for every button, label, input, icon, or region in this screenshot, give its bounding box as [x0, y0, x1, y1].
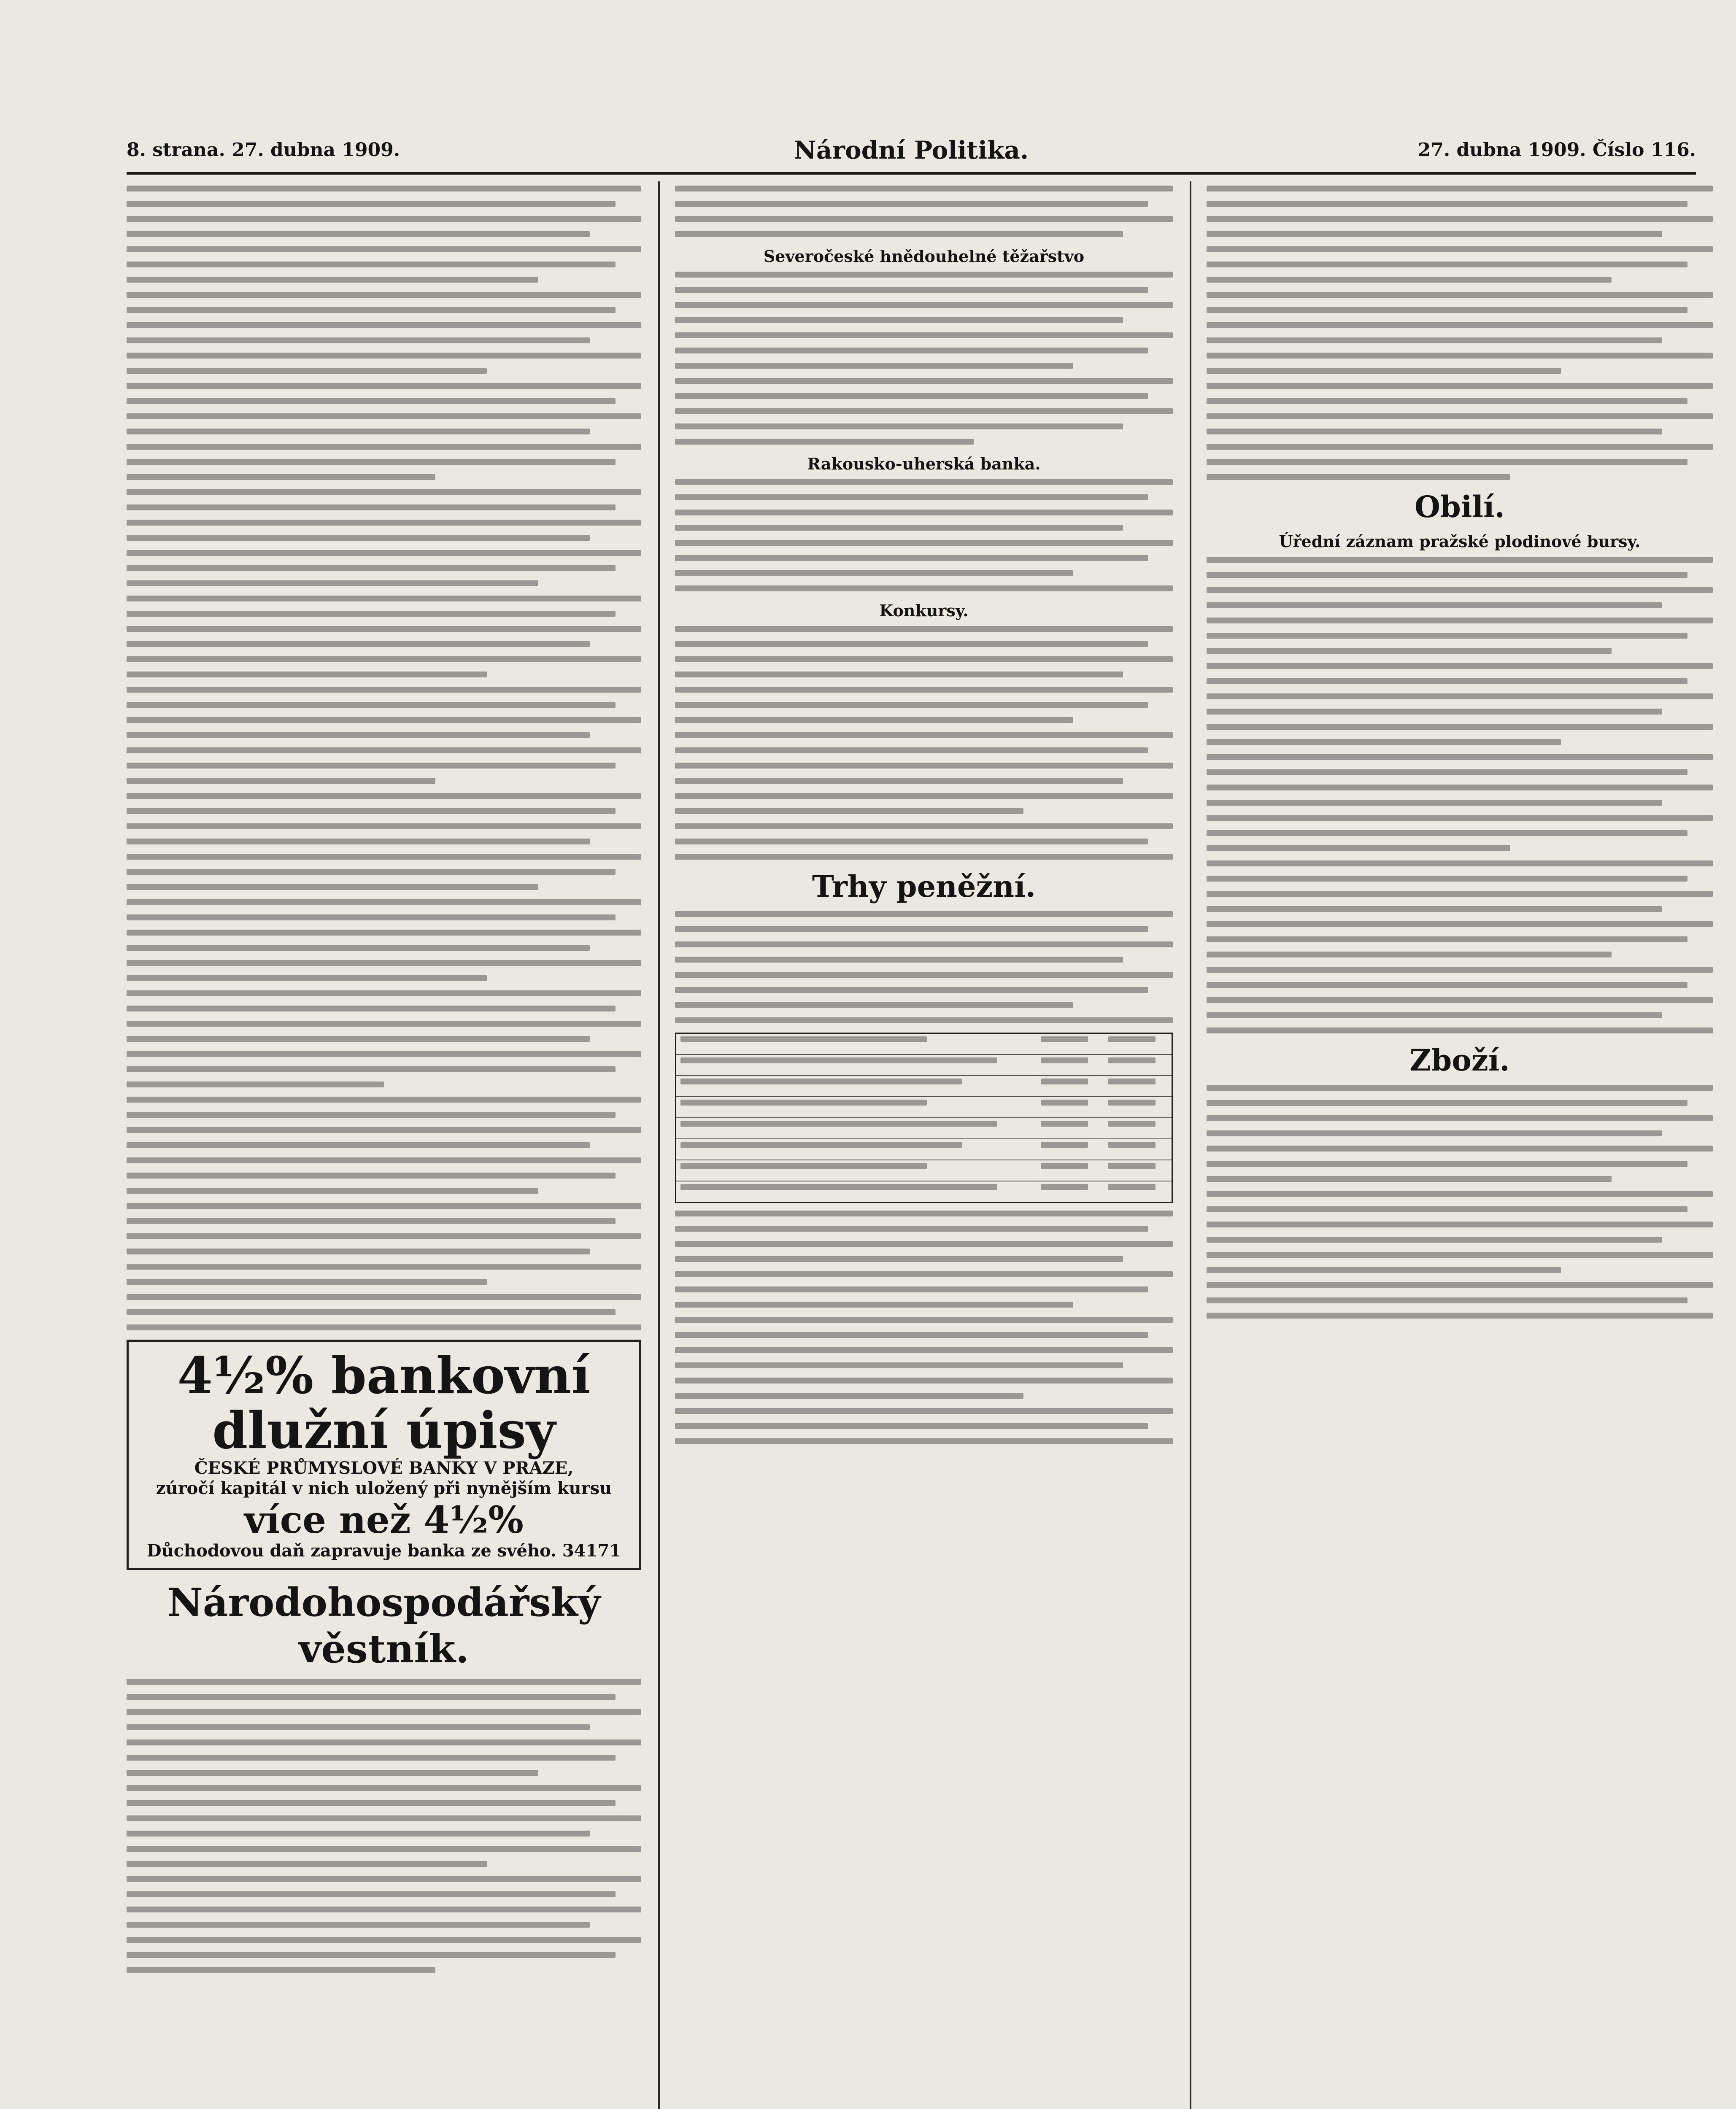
ad-footnote: Důchodovou daň zapravuje banka ze svého. 34171 — [146, 1541, 621, 1561]
masthead-rule — [127, 172, 1696, 175]
heading-grain: Obilí. — [1414, 489, 1505, 524]
heading-coal-mining: Severočeské hnědouhelné těžařstvo — [763, 247, 1085, 266]
ad-title: 4½% bankovní dlužní úpisy — [177, 1346, 591, 1460]
table-row — [676, 1138, 1172, 1160]
heading-austro-hungarian-bank: Rakousko-uherská banka. — [807, 454, 1041, 473]
masthead-title: Národní Politika. — [794, 136, 1029, 165]
stock-table — [675, 1033, 1173, 1203]
masthead — [127, 127, 1696, 177]
article-text — [1207, 186, 1713, 2109]
table-row — [676, 1160, 1172, 1181]
heading-goods: Zboží. — [1409, 1043, 1510, 1078]
bank-advertisement — [127, 1340, 641, 1570]
heading-money-markets: Trhy peněžní. — [812, 869, 1036, 904]
column-center — [675, 186, 1173, 2109]
heading-bankruptcies: Konkursy. — [879, 601, 969, 620]
column-divider — [658, 181, 660, 2109]
ad-subtitle: zúročí kapitál v nich uložený při nynějším kursu — [156, 1478, 612, 1498]
article-text — [675, 186, 1173, 2109]
table-row — [676, 1096, 1172, 1117]
column-right — [1207, 186, 1713, 2109]
table-row — [676, 1181, 1172, 1202]
section-title: Národohospodářský věstník. — [167, 1580, 601, 1672]
masthead-date: 8. strana. 27. dubna 1909. — [127, 139, 400, 161]
table-row — [676, 1075, 1172, 1096]
table-row — [676, 1054, 1172, 1075]
column-divider — [1190, 181, 1191, 2109]
ad-rate: více než 4½% — [244, 1498, 524, 1542]
masthead-issue: 27. dubna 1909. Číslo 116. — [1417, 139, 1696, 161]
table-row — [676, 1034, 1172, 1054]
heading-prague-commodity-exchange: Úřední záznam pražské plodinové bursy. — [1279, 532, 1641, 551]
table-row — [676, 1117, 1172, 1138]
column-left — [127, 186, 641, 2109]
ad-bank-name: ČESKÉ PRŮMYSLOVÉ BANKY V PRAZE, — [194, 1458, 574, 1478]
article-text — [127, 186, 641, 2109]
